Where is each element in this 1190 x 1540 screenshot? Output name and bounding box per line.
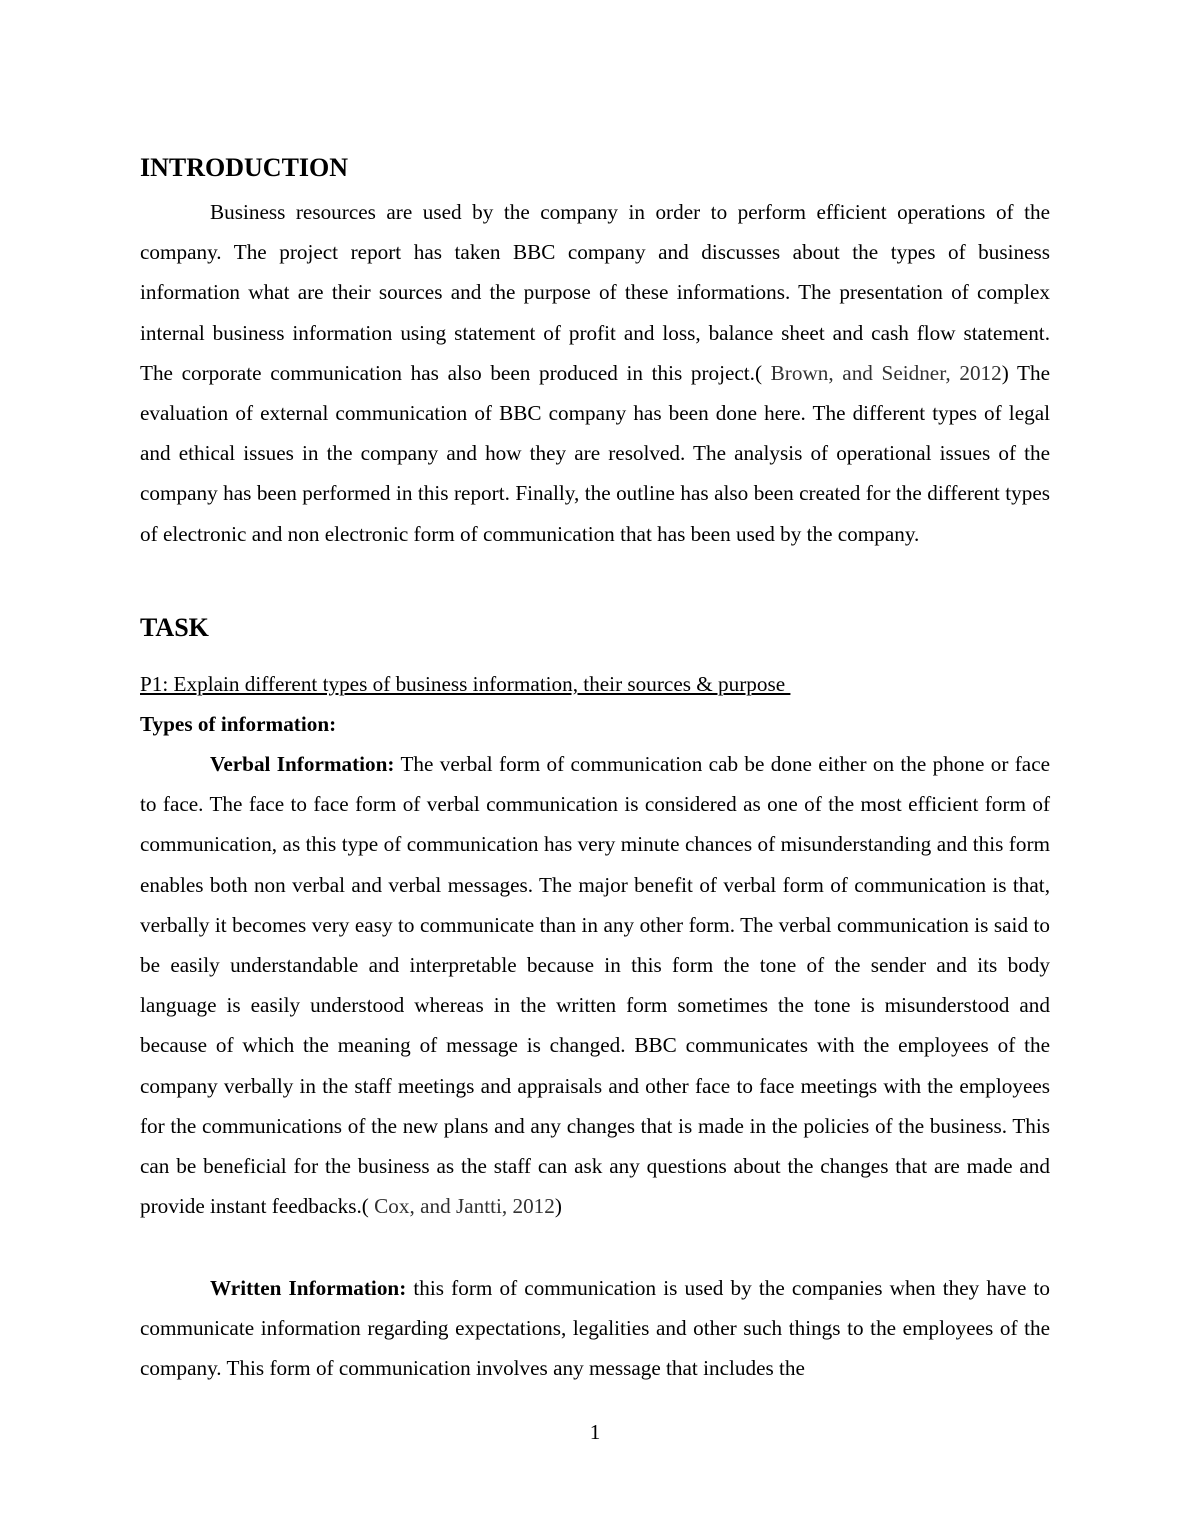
task-heading: TASK: [140, 613, 209, 642]
introduction-paragraph: [140, 192, 1050, 554]
intro-text-part2: ) The evaluation of external communication of BBC company has been done here. The different types of legal and ethical issues in the company and how they are resolved. The analysis of operational issues of the company has been performed in this report. Finally, the outline has also been created for the different types of electronic and non electronic form of communication that has been used by the company.: [140, 360, 1050, 546]
written-information-lead: Written Information:: [210, 1276, 407, 1300]
introduction-heading: INTRODUCTION: [140, 153, 349, 182]
written-information-paragraph: [140, 1268, 1050, 1389]
verbal-information-lead: Verbal Information:: [210, 752, 395, 776]
verbal-information-text: The verbal form of communication cab be done either on the phone or face to face. The face to face form of verbal communication is considered as one of the most efficient form of communication, as this type of communication has very minute chances of misunderstanding and this form enables both non verbal and verbal messages. The major benefit of verbal form of communication is that, verbally it becomes very easy to communicate than in any other form. The verbal communication is said to be easily understandable and interpretable because in this form the tone of the sender and its body language is easily understood whereas in the written form sometimes the tone is misunderstood and because of which the meaning of message is changed. BBC communicates with the employees of the company verbally in the staff meetings and appraisals and other face to face meetings with the employees for the communications of the new plans and any changes that is made in the policies of the business. This can be beneficial for the business as the staff can ask any questions about the changes that are made and provide instant feedbacks.(: [140, 752, 1050, 1219]
verbal-citation: Cox, and Jantti, 2012: [368, 1194, 555, 1219]
verbal-citation-close: ): [554, 1194, 562, 1219]
p1-question-title: P1: Explain different types of business information, their sources & purpose: [140, 672, 791, 696]
intro-text-part1: Business resources are used by the company in order to perform efficient operations of the company. The project report has taken BBC company and discusses about the types of business information what are their sources and the purpose of these informations. The presentation of complex internal business information using statement of profit and loss, balance sheet and cash flow statement. The corporate communication has also been produced in this project.(: [140, 200, 1050, 385]
intro-citation: Brown, and Seidner, 2012: [762, 360, 1002, 385]
written-information-text: this form of communication is used by the companies when they have to communicate information regarding expectations, legalities and other such things to the employees of the company. This form of communication involves any message that includes the: [140, 1276, 1050, 1381]
types-of-information-heading: Types of information:: [140, 712, 337, 736]
page-number: 1: [589, 1420, 601, 1444]
verbal-information-paragraph: [140, 744, 1050, 1226]
